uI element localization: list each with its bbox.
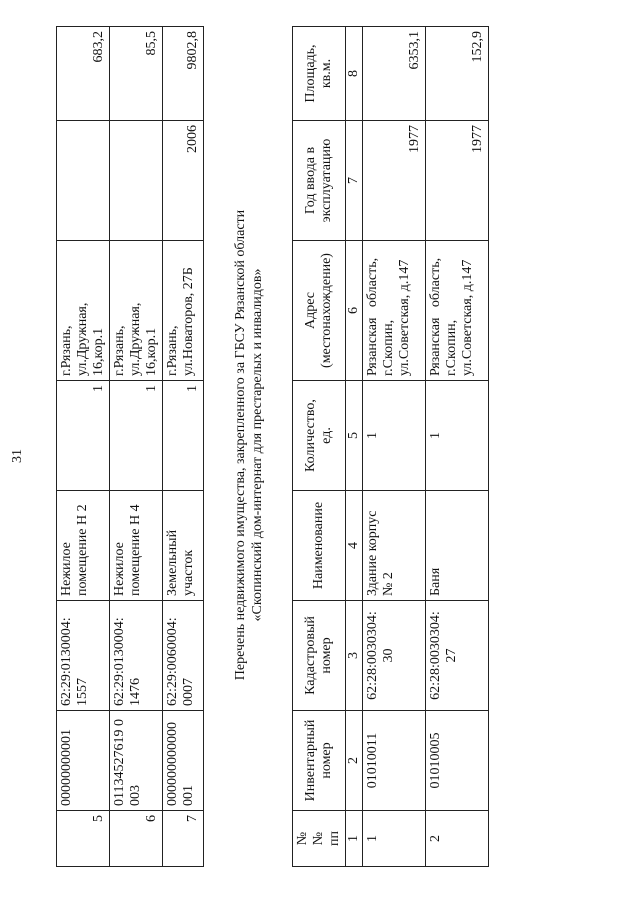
col-header-quantity: Количество, ед. xyxy=(293,381,346,491)
inventory-number: 01134527619 0 003 xyxy=(110,711,163,811)
col-number: 8 xyxy=(346,27,363,121)
cadastral-number: 62:29:0130004: 1476 xyxy=(110,601,163,711)
address: г.Рязань, ул.Дружная, 16,кор.1 xyxy=(110,241,163,381)
table-row xyxy=(163,27,204,867)
col-header-year: Год ввода в эксплуатацию xyxy=(293,121,346,241)
row-number: 5 xyxy=(57,811,110,867)
quantity: 1 xyxy=(110,381,163,491)
table-row xyxy=(426,27,489,867)
item-name: Нежилое помещение Н 4 xyxy=(110,491,163,601)
page-number: 31 xyxy=(10,449,25,463)
year: 2006 xyxy=(163,121,204,241)
col-header-cadastral: Кадастровый номер xyxy=(293,601,346,711)
item-name: Земельный участок xyxy=(163,491,204,601)
inventory-number: 01010005 xyxy=(426,711,489,811)
area: 152,9 xyxy=(426,27,489,121)
cadastral-number: 62:28:0030304: 27 xyxy=(426,601,489,711)
heading-line-1: Перечень недвижимого имущества, закрепленного за ГБСУ Рязанской области xyxy=(233,209,248,681)
row-number: 7 xyxy=(163,811,204,867)
quantity: 1 xyxy=(363,381,426,491)
address: Рязанская область, г.Скопин, ул.Советская, д.147 xyxy=(426,241,489,381)
address: Рязанская область, г.Скопин, ул.Советская, д.147 xyxy=(363,241,426,381)
col-number: 4 xyxy=(346,491,363,601)
area: 85,5 xyxy=(110,27,163,121)
col-header-name: Наименование xyxy=(293,491,346,601)
quantity: 1 xyxy=(57,381,110,491)
year xyxy=(57,121,110,241)
area: 9802,8 xyxy=(163,27,204,121)
continuation-table xyxy=(56,26,204,867)
table-row xyxy=(363,27,426,867)
inventory-number: 00000000001 xyxy=(57,711,110,811)
col-number: 6 xyxy=(346,241,363,381)
row-number: 1 xyxy=(363,811,426,867)
section-heading xyxy=(232,145,266,745)
col-header-number: № № пп xyxy=(293,811,346,867)
quantity: 1 xyxy=(163,381,204,491)
row-number: 2 xyxy=(426,811,489,867)
col-header-inventory: Инвентарный номер xyxy=(293,711,346,811)
item-name: Баня xyxy=(426,491,489,601)
inventory-number: 000000000000 001 xyxy=(163,711,204,811)
row-number: 6 xyxy=(110,811,163,867)
area: 6353,1 xyxy=(363,27,426,121)
inventory-number: 01010011 xyxy=(363,711,426,811)
header-row xyxy=(293,27,346,867)
col-number: 7 xyxy=(346,121,363,241)
year: 1977 xyxy=(363,121,426,241)
col-header-area: Площадь, кв.м. xyxy=(293,27,346,121)
table-row xyxy=(110,27,163,867)
property-table xyxy=(292,26,489,867)
item-name: Здание корпус № 2 xyxy=(363,491,426,601)
table-row xyxy=(57,27,110,867)
col-number: 2 xyxy=(346,711,363,811)
col-number: 1 xyxy=(346,811,363,867)
year: 1977 xyxy=(426,121,489,241)
cadastral-number: 62:29:0060004: 0007 xyxy=(163,601,204,711)
item-name: Нежилое помещение Н 2 xyxy=(57,491,110,601)
year xyxy=(110,121,163,241)
heading-line-2: «Скопинский дом-интернат для престарелых и инвалидов» xyxy=(250,268,265,622)
area: 683,2 xyxy=(57,27,110,121)
quantity: 1 xyxy=(426,381,489,491)
address: г.Рязань, ул.Дружная, 16,кор.1 xyxy=(57,241,110,381)
cadastral-number: 62:28:0030304: 30 xyxy=(363,601,426,711)
cadastral-number: 62:29:0130004: 1557 xyxy=(57,601,110,711)
col-header-address: Адрес (местонахождение) xyxy=(293,241,346,381)
column-number-row xyxy=(346,27,363,867)
col-number: 5 xyxy=(346,381,363,491)
address: г.Рязань, ул.Новаторов, 27Б xyxy=(163,241,204,381)
col-number: 3 xyxy=(346,601,363,711)
